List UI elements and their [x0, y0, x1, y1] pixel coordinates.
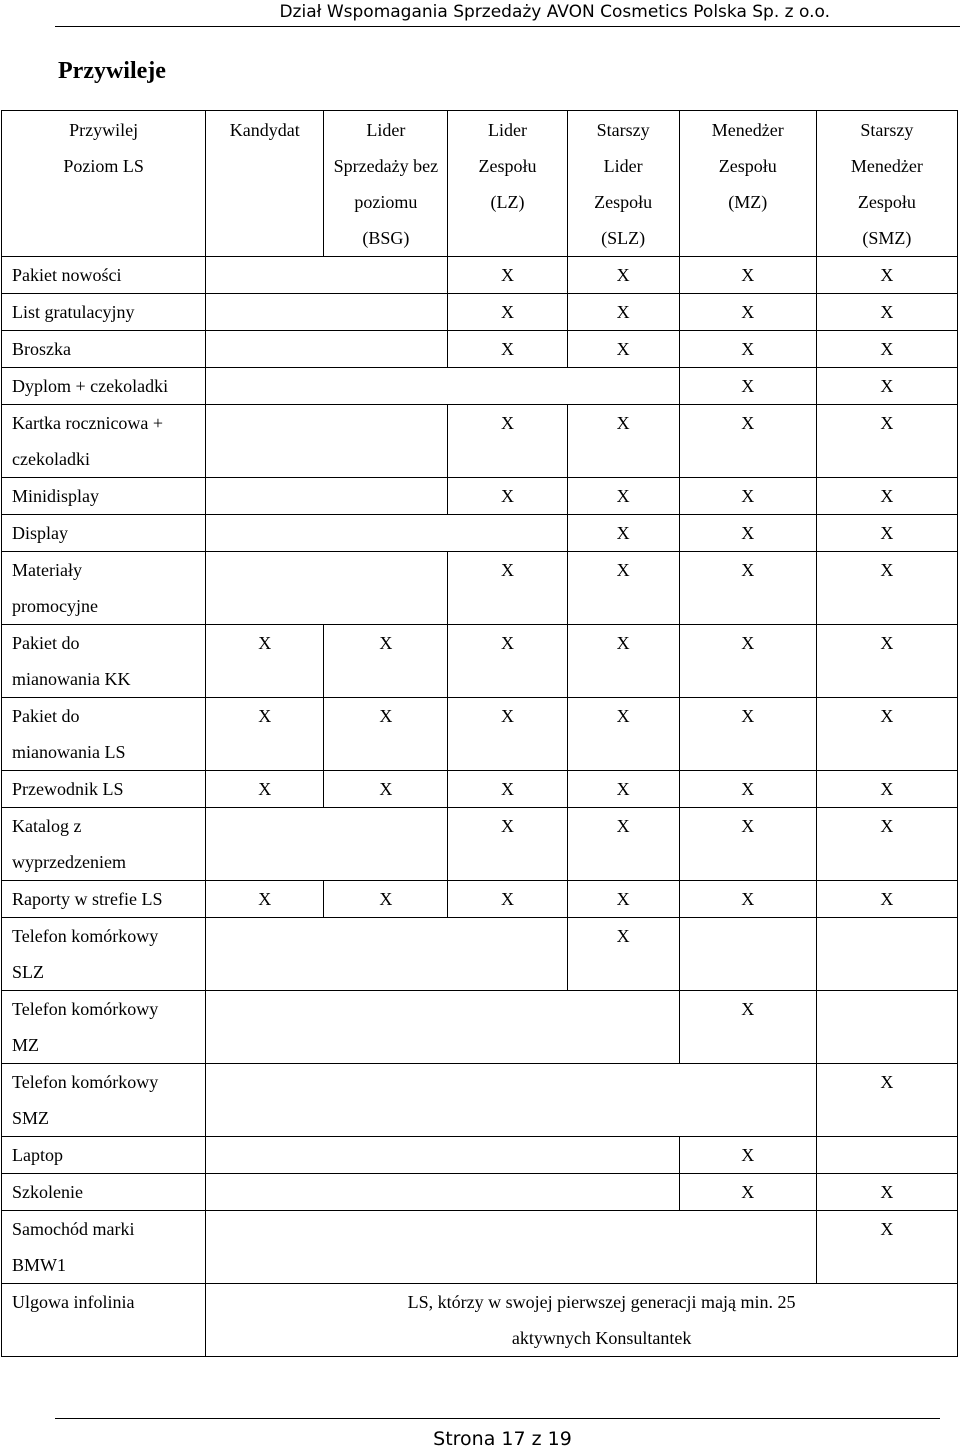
privilege-mark	[816, 991, 957, 1064]
privilege-mark: X	[679, 405, 816, 478]
privilege-name-line: List gratulacyjny	[12, 302, 135, 322]
privilege-mark: X	[448, 405, 567, 478]
table-row	[2, 257, 958, 294]
privilege-name-line: Pakiet do	[12, 633, 80, 653]
privilege-mark: X	[816, 405, 957, 478]
privilege-name-line: wyprzedzeniem	[12, 852, 126, 872]
privilege-name	[2, 1174, 206, 1211]
privilege-name-line: mianowania KK	[12, 669, 131, 689]
header-level	[679, 111, 816, 257]
privilege-name-line: Szkolenie	[12, 1182, 83, 1202]
header-line: Poziom LS	[63, 156, 144, 176]
empty-cell	[206, 1211, 817, 1284]
privilege-mark: X	[816, 881, 957, 918]
privilege-mark: X	[567, 257, 679, 294]
privilege-mark: X	[448, 698, 567, 771]
privilege-name-line: MZ	[12, 1035, 39, 1055]
privilege-mark: X	[679, 331, 816, 368]
header-privilege-level	[2, 111, 206, 257]
privilege-note	[206, 1284, 958, 1357]
privilege-mark: X	[679, 808, 816, 881]
header-line: Przywilej	[69, 120, 139, 140]
privilege-name-line: Telefon komórkowy	[12, 999, 159, 1019]
privilege-name	[2, 552, 206, 625]
header-line: poziomu	[354, 192, 418, 212]
privilege-mark: X	[567, 881, 679, 918]
table-row	[2, 698, 958, 771]
privilege-mark: X	[816, 1174, 957, 1211]
empty-cell	[206, 368, 679, 405]
empty-cell	[206, 918, 567, 991]
privilege-mark: X	[567, 808, 679, 881]
privilege-mark: X	[679, 515, 816, 552]
privilege-name: Ulgowa infolinia	[2, 1284, 206, 1357]
privilege-mark: X	[679, 257, 816, 294]
table-row	[2, 331, 958, 368]
header-level	[448, 111, 567, 257]
privilege-mark: X	[679, 552, 816, 625]
privilege-name	[2, 1137, 206, 1174]
header-line: Zespołu	[857, 192, 916, 212]
privilege-mark: X	[679, 1137, 816, 1174]
privilege-mark: X	[679, 771, 816, 808]
privilege-mark: X	[567, 294, 679, 331]
privilege-mark: X	[816, 552, 957, 625]
empty-cell	[206, 808, 448, 881]
privilege-name-line: SMZ	[12, 1108, 50, 1128]
privilege-name	[2, 808, 206, 881]
privilege-mark: X	[324, 771, 448, 808]
privilege-name	[2, 771, 206, 808]
privilege-name	[2, 918, 206, 991]
table-row	[2, 1284, 958, 1357]
table-row	[2, 552, 958, 625]
privilege-mark: X	[567, 918, 679, 991]
header-line: (MZ)	[728, 192, 768, 212]
privilege-mark: X	[816, 1211, 957, 1284]
privilege-mark: X	[567, 515, 679, 552]
privilege-name	[2, 625, 206, 698]
page-number: Strona 17 z 19	[433, 1428, 572, 1450]
table-row	[2, 881, 958, 918]
table-row	[2, 1174, 958, 1211]
section-title: Przywileje	[58, 58, 166, 84]
privilege-name-line: Display	[12, 523, 68, 543]
privilege-name-line: BMW1	[12, 1255, 66, 1275]
header-line: Lider	[603, 156, 643, 176]
privilege-name	[2, 331, 206, 368]
privilege-mark: X	[324, 625, 448, 698]
privilege-note-line: LS, którzy w swojej pierwszej generacji mają min. 25	[407, 1292, 796, 1312]
empty-cell	[206, 515, 567, 552]
footer-rule	[55, 1418, 940, 1419]
table-row	[2, 625, 958, 698]
privilege-mark: X	[206, 881, 324, 918]
privilege-mark: X	[679, 1174, 816, 1211]
privilege-mark	[679, 918, 816, 991]
header-line: (LZ)	[490, 192, 525, 212]
privilege-name-line: Dyplom + czekoladki	[12, 376, 169, 396]
privilege-mark: X	[448, 478, 567, 515]
page-header: Dział Wspomagania Sprzedaży AVON Cosmetics Polska Sp. z o.o.	[279, 2, 830, 22]
privilege-mark: X	[448, 881, 567, 918]
table-row	[2, 808, 958, 881]
header-line: (SLZ)	[601, 228, 646, 248]
privilege-name-line: czekoladki	[12, 449, 90, 469]
privilege-mark: X	[816, 515, 957, 552]
privilege-name-line: Przewodnik LS	[12, 779, 124, 799]
privilege-name-line: Minidisplay	[12, 486, 100, 506]
empty-cell	[206, 1174, 679, 1211]
empty-cell	[206, 331, 448, 368]
privilege-name-line: Raporty w strefie LS	[12, 889, 163, 909]
privilege-mark: X	[816, 771, 957, 808]
privilege-mark: X	[448, 331, 567, 368]
empty-cell	[206, 478, 448, 515]
table-row	[2, 1137, 958, 1174]
empty-cell	[206, 257, 448, 294]
empty-cell	[206, 294, 448, 331]
header-level	[324, 111, 448, 257]
privilege-name	[2, 478, 206, 515]
empty-cell	[206, 405, 448, 478]
header-line: Menedżer	[850, 156, 923, 176]
page-footer	[0, 1428, 960, 1450]
privilege-name	[2, 991, 206, 1064]
table-row	[2, 405, 958, 478]
empty-cell	[206, 991, 679, 1064]
privilege-name	[2, 881, 206, 918]
table-row	[2, 1064, 958, 1137]
privilege-mark: X	[448, 808, 567, 881]
privilege-name-line: Laptop	[12, 1145, 63, 1165]
privilege-mark: X	[448, 257, 567, 294]
privilege-mark: X	[206, 771, 324, 808]
privilege-mark: X	[816, 1064, 957, 1137]
privilege-note-line: aktywnych Konsultantek	[511, 1328, 692, 1348]
header-rule	[55, 26, 960, 27]
table-row	[2, 771, 958, 808]
header-line: Lider	[366, 120, 406, 140]
privilege-name-line: Pakiet do	[12, 706, 80, 726]
privilege-mark: X	[448, 552, 567, 625]
empty-cell	[206, 552, 448, 625]
header-line: Sprzedaży bez	[333, 156, 439, 176]
privileges-table	[1, 110, 958, 1357]
privilege-mark	[816, 918, 957, 991]
privilege-mark: X	[679, 991, 816, 1064]
privilege-mark: X	[679, 368, 816, 405]
privilege-mark: X	[206, 698, 324, 771]
privilege-name-line: Broszka	[12, 339, 71, 359]
privilege-mark: X	[324, 698, 448, 771]
header-line: Zespołu	[718, 156, 777, 176]
table-row	[2, 294, 958, 331]
privilege-name	[2, 257, 206, 294]
privilege-mark: X	[679, 625, 816, 698]
privilege-name-line: Telefon komórkowy	[12, 1072, 159, 1092]
header-line: Zespołu	[594, 192, 653, 212]
header-line: Starszy	[596, 120, 650, 140]
privilege-mark: X	[448, 294, 567, 331]
privilege-mark: X	[816, 478, 957, 515]
privilege-mark: X	[206, 625, 324, 698]
privilege-mark: X	[816, 294, 957, 331]
empty-cell	[206, 1137, 679, 1174]
header-line: Starszy	[860, 120, 914, 140]
table-row	[2, 368, 958, 405]
privilege-mark: X	[816, 625, 957, 698]
privilege-name	[2, 1064, 206, 1137]
header-level	[206, 111, 324, 257]
privilege-mark: X	[448, 625, 567, 698]
privilege-mark: X	[324, 881, 448, 918]
privilege-mark: X	[816, 698, 957, 771]
privilege-mark: X	[679, 478, 816, 515]
privilege-name-line: Materiały	[12, 560, 82, 580]
privilege-mark	[816, 1137, 957, 1174]
header-line: Menedżer	[711, 120, 784, 140]
privilege-name-line: Kartka rocznicowa +	[12, 413, 164, 433]
privilege-name-line: promocyjne	[12, 596, 98, 616]
privilege-mark: X	[816, 368, 957, 405]
header-line: Kandydat	[229, 120, 300, 140]
privilege-name	[2, 368, 206, 405]
table-row	[2, 515, 958, 552]
header-line: Zespołu	[478, 156, 537, 176]
privilege-mark: X	[567, 331, 679, 368]
privilege-name-line: Samochód marki	[12, 1219, 135, 1239]
privilege-mark: X	[679, 881, 816, 918]
privilege-name	[2, 1211, 206, 1284]
privilege-mark: X	[567, 552, 679, 625]
privilege-name	[2, 405, 206, 478]
header-level	[567, 111, 679, 257]
privilege-mark: X	[816, 331, 957, 368]
privilege-name	[2, 698, 206, 771]
privilege-mark: X	[567, 405, 679, 478]
privilege-mark: X	[816, 808, 957, 881]
privilege-mark: X	[816, 257, 957, 294]
table-row	[2, 1211, 958, 1284]
privilege-name-line: Telefon komórkowy	[12, 926, 159, 946]
header-line: (BSG)	[362, 228, 410, 248]
privilege-mark: X	[448, 771, 567, 808]
privilege-name	[2, 294, 206, 331]
privilege-name-line: mianowania LS	[12, 742, 126, 762]
header-line: (SMZ)	[862, 228, 912, 248]
privilege-mark: X	[567, 771, 679, 808]
table-row	[2, 918, 958, 991]
table-header-row	[2, 111, 958, 257]
privilege-name-line: SLZ	[12, 962, 45, 982]
privilege-mark: X	[567, 478, 679, 515]
header-line: Lider	[488, 120, 527, 140]
table-row	[2, 478, 958, 515]
privilege-mark: X	[567, 625, 679, 698]
header-level	[816, 111, 957, 257]
privilege-mark: X	[679, 294, 816, 331]
privilege-mark: X	[567, 698, 679, 771]
privilege-mark: X	[679, 698, 816, 771]
privilege-name	[2, 515, 206, 552]
empty-cell	[206, 1064, 817, 1137]
table-row	[2, 991, 958, 1064]
privilege-name-line: Katalog z	[12, 816, 82, 836]
privilege-name-line: Pakiet nowości	[12, 265, 122, 285]
